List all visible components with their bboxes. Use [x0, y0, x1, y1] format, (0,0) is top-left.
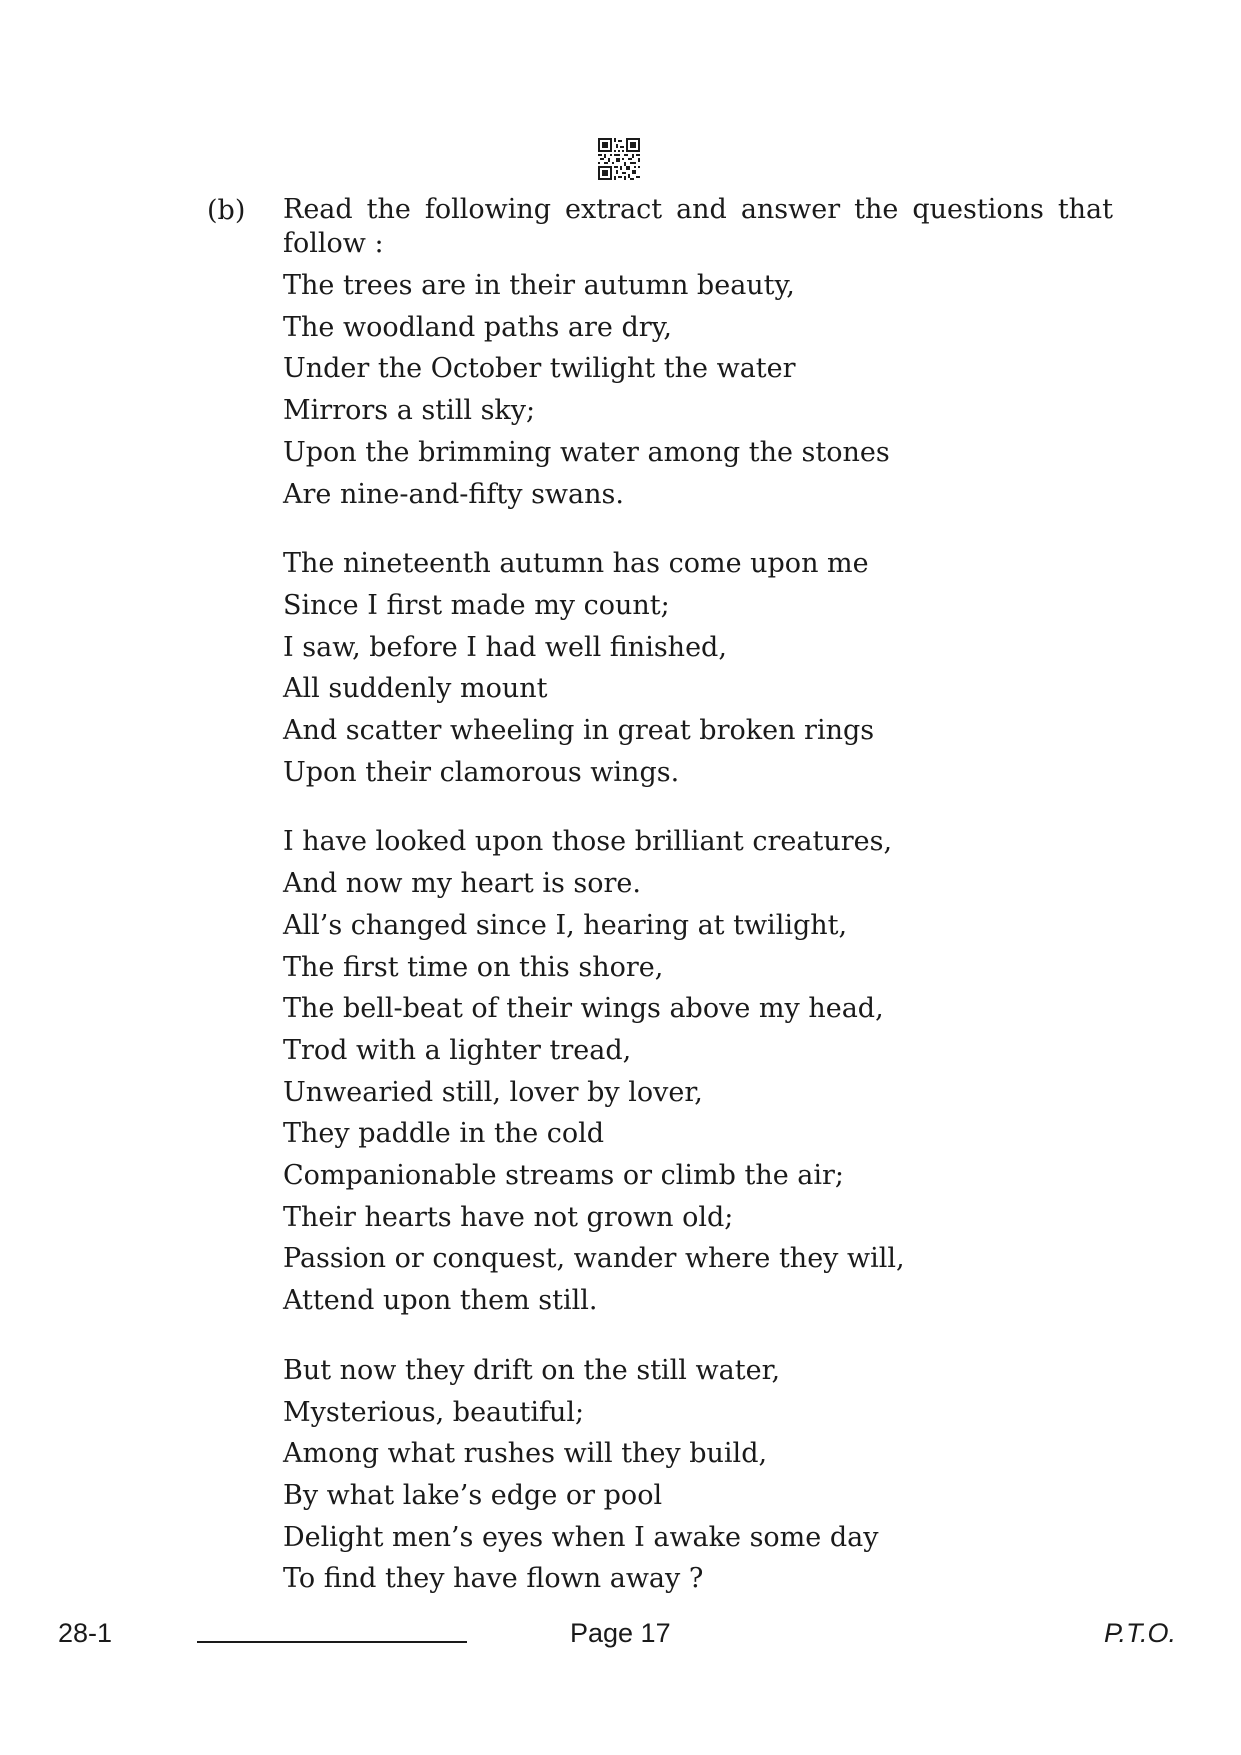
poem-line: Their hearts have not grown old;: [283, 1201, 734, 1233]
poem-line: Delight men’s eyes when I awake some day: [283, 1521, 879, 1553]
poem-line: The first time on this shore,: [283, 951, 664, 983]
poem-line: Since I first made my count;: [283, 589, 670, 621]
footer-divider: [197, 1641, 467, 1643]
poem-line: The trees are in their autumn beauty,: [283, 270, 795, 301]
poem-line: Mysterious, beautiful;: [283, 1396, 585, 1428]
poem-line: The nineteenth autumn has come upon me: [283, 548, 869, 580]
poem-line: Passion or conquest, wander where they will,: [283, 1243, 905, 1275]
poem-line: To find they have flown away ?: [283, 1563, 704, 1595]
poem-line: I saw, before I had well finished,: [283, 631, 727, 663]
poem-line: Trod with a lighter tread,: [283, 1034, 632, 1066]
page-number: Page 17: [570, 1618, 671, 1648]
poem-stanza: [283, 265, 1143, 515]
poem-line: Mirrors a still sky;: [283, 395, 536, 427]
poem-line: Among what rushes will they build,: [283, 1438, 768, 1470]
poem-line: All’s changed since I, hearing at twilight,: [283, 909, 848, 941]
poem-line: Unwearied still, lover by lover,: [283, 1076, 703, 1108]
question-instruction: Read the following extract and answer the questions that follow :: [283, 194, 1113, 259]
poem-line: By what lake’s edge or pool: [283, 1479, 663, 1511]
poem-line: All suddenly mount: [283, 673, 548, 705]
poem-extract: [283, 265, 1143, 1600]
qr-code-icon: [598, 138, 640, 180]
poem-line: And scatter wheeling in great broken rings: [283, 715, 875, 747]
paper-code: 28-1: [58, 1618, 113, 1648]
poem-stanza: [283, 821, 1143, 1321]
poem-line: Upon their clamorous wings.: [283, 756, 680, 788]
poem-line: Are nine-and-fifty swans.: [283, 478, 624, 510]
poem-line: Attend upon them still.: [283, 1285, 598, 1317]
poem-line: Upon the brimming water among the stones: [283, 436, 890, 468]
poem-line: Under the October twilight the water: [283, 353, 796, 385]
poem-stanza: [283, 1350, 1143, 1600]
question-label: (b): [207, 195, 246, 226]
poem-line: I have looked upon those brilliant creatures,: [283, 826, 893, 858]
poem-line: They paddle in the cold: [283, 1118, 605, 1150]
poem-line: And now my heart is sore.: [283, 868, 641, 900]
poem-stanza: [283, 543, 1143, 793]
poem-line: The woodland paths are dry,: [283, 311, 672, 343]
please-turn-over: P.T.O.: [1104, 1618, 1177, 1648]
poem-line: The bell-beat of their wings above my head,: [283, 993, 884, 1025]
poem-line: But now they drift on the still water,: [283, 1354, 781, 1386]
poem-line: Companionable streams or climb the air;: [283, 1160, 845, 1192]
